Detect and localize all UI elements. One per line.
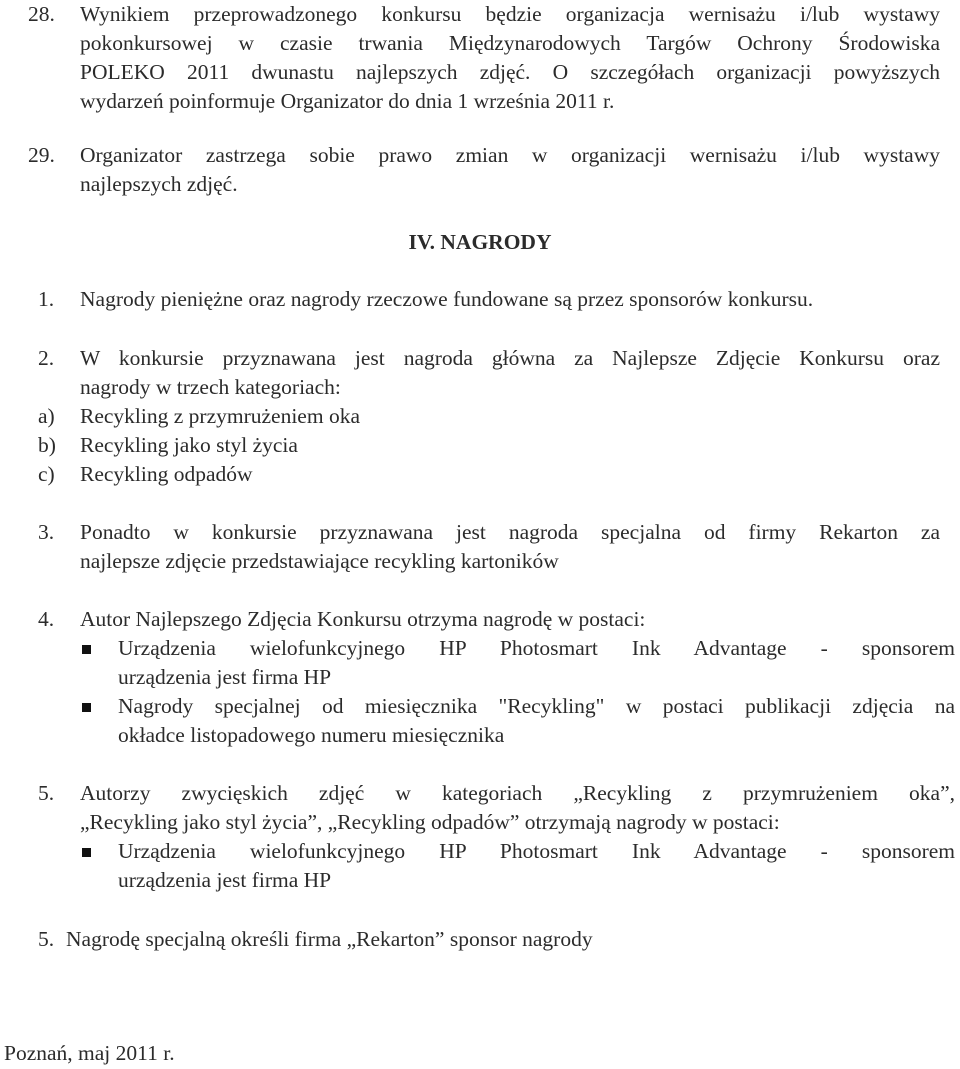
category-marker-a: a)	[38, 404, 55, 428]
point-2-line-2: nagrody w trzech kategoriach:	[80, 375, 341, 399]
section-28-line-4: wydarzeń poinformuje Organizator do dnia 1 września 2011 r.	[80, 89, 615, 113]
point-5a-line-2: „Recykling jako styl życia”, „Recykling odpadów” otrzymają nagrody w postaci:	[80, 810, 780, 834]
point-5a-bullet-1-line-2: urządzenia jest firma HP	[118, 868, 332, 892]
point-5a-line-1: Autorzy zwycięskich zdjęć w kategoriach „Recykling z przymrużeniem oka”,	[80, 781, 955, 805]
point-number-1: 1.	[38, 287, 55, 311]
document-footer-date: Poznań, maj 2011 r.	[4, 1041, 175, 1065]
point-5a-bullet-1-line-1: Urządzenia wielofunkcyjnego HP Photosmart Ink Advantage - sponsorem	[118, 839, 955, 863]
bullet-square-icon	[82, 703, 91, 712]
point-5b-text: Nagrodę specjalną określi firma „Rekarton” sponsor nagrody	[66, 927, 593, 951]
section-number-28: 28.	[28, 2, 55, 26]
point-4-bullet-2-line-1: Nagrody specjalnej od miesięcznika "Recykling" w postaci publikacji zdjęcia na	[118, 694, 955, 718]
bullet-square-icon	[82, 848, 91, 857]
section-29-line-2: najlepszych zdjęć.	[80, 172, 238, 196]
section-28-line-2: pokonkursowej w czasie trwania Międzynarodowych Targów Ochrony Środowiska	[80, 31, 940, 55]
category-item-a: Recykling z przymrużeniem oka	[80, 404, 360, 428]
point-4-bullet-2-line-2: okładce listopadowego numeru miesięcznika	[118, 723, 505, 747]
section-heading: IV. NAGRODY	[408, 230, 552, 254]
point-3-line-2: najlepsze zdjęcie przedstawiające recykling kartoników	[80, 549, 559, 573]
point-1-text: Nagrody pieniężne oraz nagrody rzeczowe fundowane są przez sponsorów konkursu.	[80, 287, 814, 311]
category-item-b: Recykling jako styl życia	[80, 433, 298, 457]
section-29-line-1: Organizator zastrzega sobie prawo zmian w organizacji wernisażu i/lub wystawy	[80, 143, 940, 167]
point-4-bullet-1-line-1: Urządzenia wielofunkcyjnego HP Photosmart Ink Advantage - sponsorem	[118, 636, 955, 660]
bullet-square-icon	[82, 645, 91, 654]
category-marker-c: c)	[38, 462, 55, 486]
section-28-line-3: POLEKO 2011 dwunastu najlepszych zdjęć. O szczegółach organizacji powyższych	[80, 60, 940, 84]
section-number-29: 29.	[28, 143, 55, 167]
point-number-2: 2.	[38, 346, 55, 370]
point-4-bullet-1-line-2: urządzenia jest firma HP	[118, 665, 332, 689]
point-2-line-1: W konkursie przyznawana jest nagroda główna za Najlepsze Zdjęcie Konkursu oraz	[80, 346, 940, 370]
category-marker-b: b)	[38, 433, 56, 457]
point-number-5b: 5.	[38, 927, 55, 951]
point-3-line-1: Ponadto w konkursie przyznawana jest nagroda specjalna od firmy Rekarton za	[80, 520, 940, 544]
category-item-c: Recykling odpadów	[80, 462, 253, 486]
point-number-3: 3.	[38, 520, 55, 544]
point-number-4: 4.	[38, 607, 55, 631]
section-28-line-1: Wynikiem przeprowadzonego konkursu będzie organizacja wernisażu i/lub wystawy	[80, 2, 940, 26]
point-4-intro: Autor Najlepszego Zdjęcia Konkursu otrzyma nagrodę w postaci:	[80, 607, 646, 631]
point-number-5a: 5.	[38, 781, 55, 805]
